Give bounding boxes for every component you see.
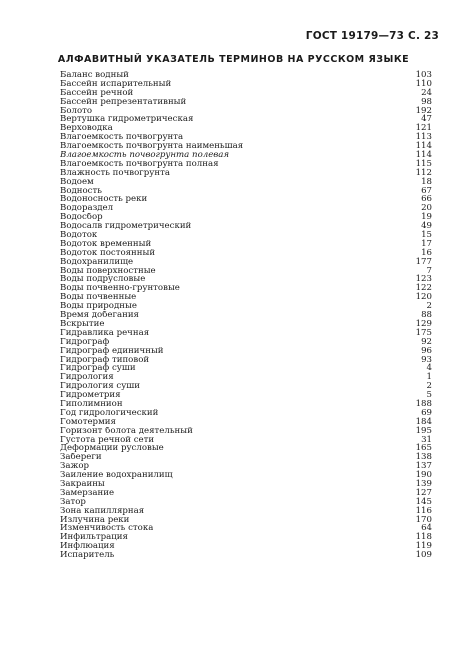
entry-term: Воды поверхностные: [60, 266, 156, 276]
entry-term: Зона капиллярная: [60, 506, 145, 516]
index-entry: [60, 391, 432, 400]
entry-term: Верховодка: [60, 124, 113, 134]
entry-term: Водоносность реки: [60, 195, 148, 205]
entry-page-number: 145: [415, 496, 432, 507]
entry-term: Вскрытие: [60, 319, 105, 329]
index-entry: [60, 267, 432, 276]
entry-term: Влагоемкость почвогрунта: [60, 133, 184, 143]
entry-page-number: 122: [415, 283, 432, 294]
index-entry: [60, 133, 432, 142]
index-entry: [60, 178, 432, 187]
entry-page-number: 7: [426, 265, 432, 276]
entry-term: Гидравлика речная: [60, 328, 150, 338]
entry-term: Влажность почвогрунта: [60, 168, 170, 178]
index-entry: [60, 275, 432, 284]
entry-page-number: 4: [426, 363, 432, 374]
entry-page-number: 17: [421, 238, 432, 249]
index-entry: [60, 400, 432, 409]
index-entry: [60, 169, 432, 178]
index-entry: [60, 284, 432, 293]
index-entry: [60, 498, 432, 507]
entry-page-number: 5: [426, 390, 432, 401]
entry-page-number: 24: [421, 87, 432, 98]
entry-term: Водоток постоянный: [60, 248, 156, 258]
index-entry: [60, 480, 432, 489]
entry-term: Воды почвенные: [60, 293, 137, 303]
entry-page-number: 165: [415, 443, 432, 454]
index-entry: [60, 195, 432, 204]
index-entry: [60, 293, 432, 302]
index-entry: [60, 436, 432, 445]
entry-term: Водохранилище: [60, 257, 134, 267]
entry-page-number: 127: [415, 487, 432, 498]
entry-page-number: 109: [415, 550, 432, 561]
entry-page-number: 119: [415, 541, 432, 552]
index-entry: [60, 418, 432, 427]
entry-page-number: 96: [421, 345, 432, 356]
entry-term: Гидрограф: [60, 337, 110, 347]
entry-page-number: 1: [426, 372, 432, 383]
entry-page-number: 120: [415, 292, 432, 303]
entry-term: Гомотермия: [60, 417, 116, 427]
index-entry: [60, 98, 432, 107]
index-entry: [60, 107, 432, 116]
entry-term: Горизонт болота деятельный: [60, 426, 193, 436]
entry-page-number: 67: [421, 185, 432, 196]
entry-term: Гидрология суши: [60, 382, 140, 392]
entry-page-number: 188: [415, 398, 432, 409]
index-entry: [60, 187, 432, 196]
index-entry: [60, 240, 432, 249]
entry-page-number: 20: [421, 203, 432, 214]
entry-term: Водоем: [60, 177, 94, 187]
index-entry: [60, 115, 432, 124]
index-entry: [60, 444, 432, 453]
index-entry: [60, 373, 432, 382]
entry-page-number: 114: [415, 150, 432, 161]
entry-term: Баланс водный: [60, 71, 129, 80]
entry-term: Время добегания: [60, 311, 139, 320]
entry-page-number: 47: [421, 114, 432, 125]
entry-term: Водораздел: [60, 204, 114, 214]
entry-page-number: 184: [415, 416, 432, 427]
entry-page-number: 49: [421, 221, 432, 232]
index-entry: [60, 258, 432, 267]
entry-term: Зажор: [60, 462, 90, 472]
entry-page-number: 98: [421, 96, 432, 107]
entry-page-number: 110: [415, 78, 432, 89]
index-entry: [60, 364, 432, 373]
entry-page-number: 18: [421, 176, 432, 187]
entry-page-number: 93: [421, 354, 432, 365]
entry-page-number: 113: [415, 132, 432, 143]
entry-page-number: 112: [415, 167, 432, 178]
index-entry: [60, 213, 432, 222]
entry-page-number: 114: [415, 141, 432, 152]
entry-term: Бассейн речной: [60, 88, 134, 98]
entry-term: Вертушка гидрометрическая: [60, 115, 194, 125]
entry-page-number: 19: [421, 212, 432, 223]
entry-term: Густота речной сети: [60, 435, 155, 445]
page-header: ГОСТ 19179—73 С. 23: [305, 30, 439, 42]
entry-term: Влагоемкость почвогрунта наименьшая: [60, 142, 244, 152]
entry-page-number: 2: [426, 301, 432, 312]
entry-term: Излучина реки: [60, 515, 130, 525]
index-entry: [60, 551, 432, 560]
index-entry: [60, 160, 432, 169]
index-entry: [60, 409, 432, 418]
index-entry: [60, 507, 432, 516]
entry-term: Водосбор: [60, 213, 103, 223]
index-entry: [60, 204, 432, 213]
entry-term: Испаритель: [60, 551, 115, 560]
entry-page-number: 190: [415, 470, 432, 481]
entry-page-number: 88: [421, 310, 432, 321]
entry-page-number: 138: [415, 452, 432, 463]
entry-term: Водоток временный: [60, 239, 152, 249]
entry-page-number: 137: [415, 461, 432, 472]
index-entry: [60, 533, 432, 542]
entry-term: Затор: [60, 497, 86, 507]
entry-term: Воды почвенно-грунтовые: [60, 284, 180, 294]
index-entry: [60, 329, 432, 338]
index-entry: [60, 516, 432, 525]
entry-page-number: 64: [421, 523, 432, 534]
entry-page-number: 139: [415, 478, 432, 489]
entry-page-number: 69: [421, 407, 432, 418]
index-entry: [60, 542, 432, 551]
index-entry: [60, 356, 432, 365]
index-entry: [60, 231, 432, 240]
entry-term: Влагоемкость почвогрунта полевая: [60, 151, 230, 160]
index-entry: [60, 80, 432, 89]
entry-term: Бассейн репрезентативный: [60, 97, 187, 107]
index-entry: [60, 462, 432, 471]
index-entry: [60, 382, 432, 391]
index-title: АЛФАВИТНЫЙ УКАЗАТЕЛЬ ТЕРМИНОВ НА РУССКОМ ЯЗЫКЕ: [57, 54, 410, 65]
entry-page-number: 118: [415, 532, 432, 543]
entry-page-number: 195: [415, 425, 432, 436]
entry-term: Гидрограф типовой: [60, 355, 150, 365]
index-entry: [60, 524, 432, 533]
entry-term: Водосалв гидрометрический: [60, 222, 192, 232]
entry-page-number: 192: [415, 105, 432, 116]
entry-term: Гидрология: [60, 373, 114, 383]
entry-page-number: 116: [415, 505, 432, 516]
entry-term: Закраины: [60, 479, 105, 489]
index-entry: [60, 302, 432, 311]
entry-page-number: 115: [415, 158, 432, 169]
index-entry: [60, 427, 432, 436]
entry-term: Водоток: [60, 231, 98, 240]
entry-term: Деформации русловые: [60, 444, 164, 454]
entry-term: Забереги: [60, 453, 102, 463]
index-entry: [60, 71, 432, 80]
index-entry: [60, 151, 432, 160]
entry-term: Воды подрусловые: [60, 275, 146, 285]
entry-page-number: 177: [415, 256, 432, 267]
entry-term: Воды природные: [60, 302, 137, 312]
entry-page-number: 129: [415, 318, 432, 329]
index-entry: [60, 471, 432, 480]
index-entry: [60, 347, 432, 356]
entry-term: Год гидрологический: [60, 408, 159, 418]
entry-page-number: 123: [415, 274, 432, 285]
entry-term: Гидрограф единичный: [60, 346, 164, 356]
entry-term: Влагоемкость почвогрунта полная: [60, 159, 219, 169]
entry-term: Гидрометрия: [60, 391, 121, 400]
entry-page-number: 121: [415, 123, 432, 134]
index-entry: [60, 222, 432, 231]
entry-page-number: 66: [421, 194, 432, 205]
index-entry: [60, 338, 432, 347]
entry-term: Гидрограф суши: [60, 364, 136, 374]
index-entry: [60, 311, 432, 320]
entry-term: Замерзание: [60, 488, 115, 498]
entry-term: Инфлюация: [60, 542, 115, 552]
index-list: [60, 71, 432, 560]
entry-term: Заиление водохранилищ: [60, 471, 173, 480]
entry-page-number: 16: [421, 247, 432, 258]
entry-page-number: 2: [426, 381, 432, 392]
entry-term: Гиполимнион: [60, 399, 123, 409]
index-entry: [60, 320, 432, 329]
entry-page-number: 31: [421, 434, 432, 445]
entry-term: Водность: [60, 186, 102, 196]
index-entry: [60, 124, 432, 133]
index-entry: [60, 142, 432, 151]
entry-term: Изменчивость стока: [60, 524, 154, 534]
index-entry: [60, 453, 432, 462]
entry-page-number: 92: [421, 336, 432, 347]
index-entry: [60, 249, 432, 258]
entry-term: Бассейн испарительный: [60, 79, 172, 89]
entry-term: Болото: [60, 106, 93, 116]
entry-page-number: 15: [421, 230, 432, 241]
index-entry: [60, 489, 432, 498]
entry-page-number: 103: [415, 70, 432, 80]
entry-page-number: 170: [415, 514, 432, 525]
index-entry: [60, 89, 432, 98]
entry-page-number: 175: [415, 327, 432, 338]
entry-term: Инфильтрация: [60, 533, 128, 543]
